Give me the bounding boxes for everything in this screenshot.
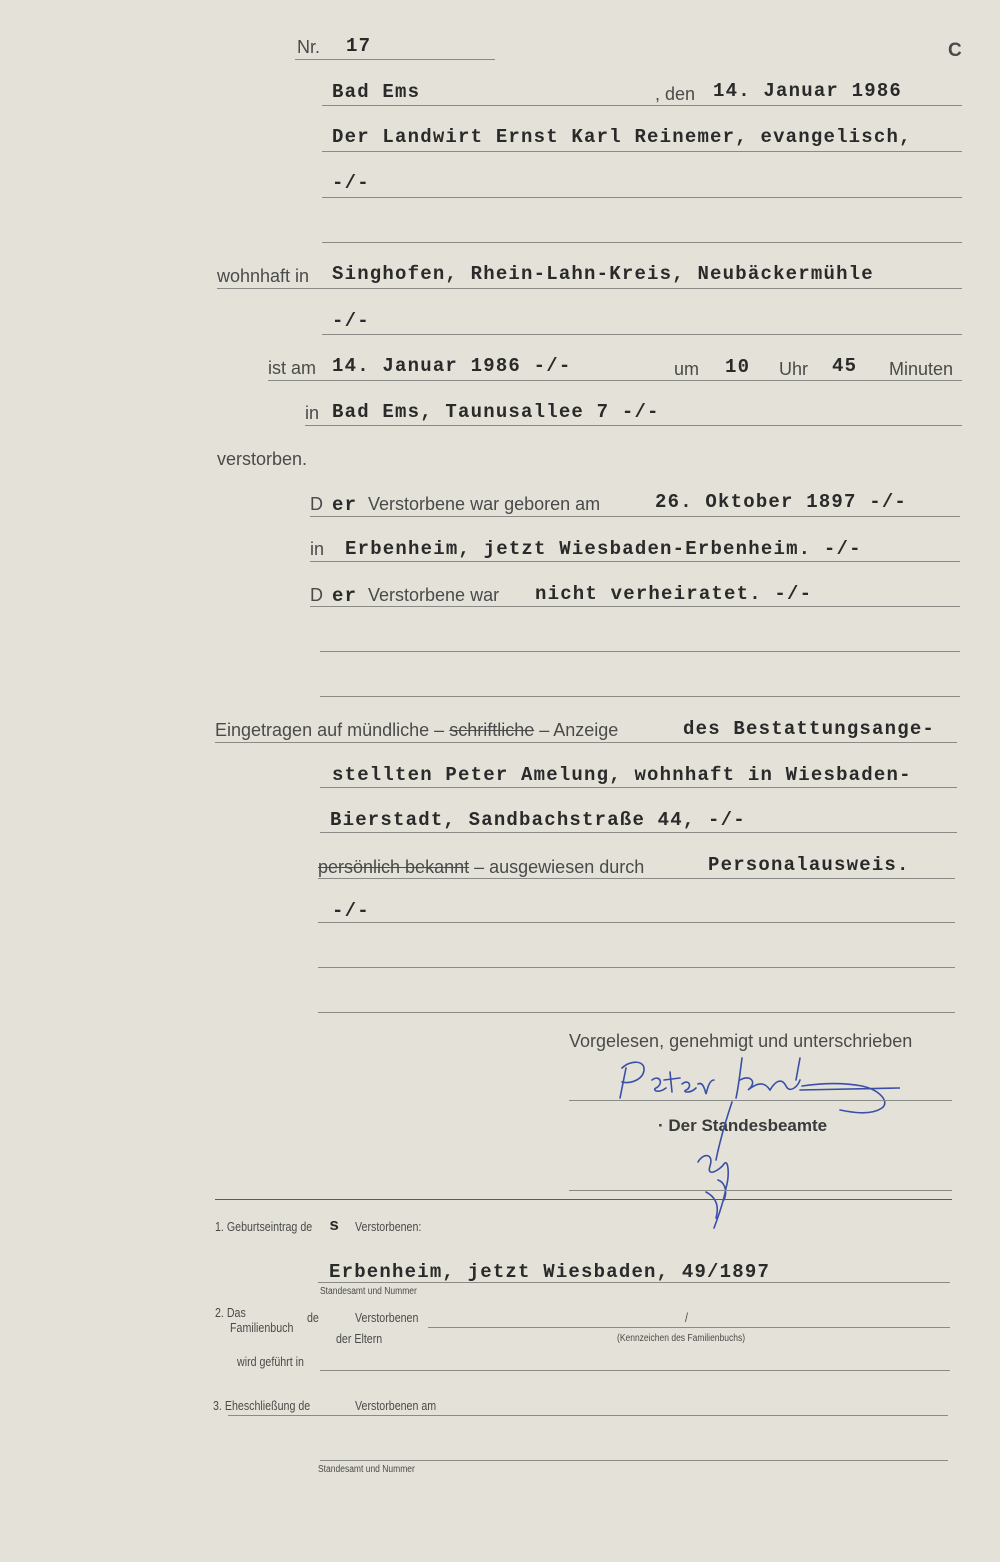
signature-line (569, 1100, 952, 1101)
report-label (215, 720, 618, 741)
id-value: Personalausweis. (708, 854, 910, 876)
report-label-end: – Anzeige (539, 720, 619, 740)
death-minutes: 45 (832, 355, 858, 377)
death-date-label: ist am (268, 358, 317, 378)
death-place: Bad Ems, Taunusallee 7 -/- (332, 401, 660, 423)
identification-label (318, 857, 644, 878)
id-struck: persönlich bekannt (318, 857, 470, 877)
marital-label: Verstorbene war (368, 585, 500, 605)
line-10 (310, 561, 960, 562)
registrar-signature (680, 1100, 750, 1235)
read-approved-label: Vorgelesen, genehmigt und unterschrieben (569, 1031, 913, 1051)
marital-status: nicht verheiratet. -/- (535, 583, 813, 605)
report-text-3: Bierstadt, Sandbachstraße 44, -/- (330, 809, 746, 831)
birth-place-label: in (310, 539, 325, 559)
death-date: 14. Januar 1986 -/- (332, 355, 572, 377)
um-label: um (674, 359, 700, 379)
residence-value: Singhofen, Rhein-Lahn-Kreis, Neubäckermühle (332, 263, 874, 285)
line-15 (320, 787, 957, 788)
line-6 (322, 334, 962, 335)
registration-date: 14. Januar 1986 (713, 80, 903, 102)
line-20 (318, 1012, 955, 1013)
id-cont: -/- (332, 900, 370, 922)
note2-slash: / (685, 1310, 688, 1325)
note1-s: s (329, 1217, 341, 1236)
note1-sub: Standesamt und Nummer (320, 1286, 417, 1297)
date-prefix: , den (655, 84, 696, 104)
birth-date: 26. Oktober 1897 -/- (655, 491, 908, 513)
nr-value: 17 (346, 35, 372, 57)
corner-letter: C (948, 40, 962, 61)
section-divider (215, 1199, 952, 1200)
note2-gefuehrt: wird geführt in (237, 1354, 304, 1369)
report-label-struck: schriftliche (449, 720, 535, 740)
line-19 (318, 967, 955, 968)
line-9 (310, 516, 960, 517)
note3-line-2 (320, 1460, 948, 1461)
residence-cont: -/- (332, 310, 370, 332)
line-4 (322, 242, 962, 243)
note3-line (228, 1415, 948, 1416)
note2-num: 2. Das (215, 1305, 246, 1320)
line-12 (320, 651, 960, 652)
birth-label: Verstorbene war geboren am (368, 494, 601, 514)
note2-verst: Verstorbenen (355, 1310, 419, 1325)
registrar-signature-line (569, 1190, 952, 1191)
note2-line (428, 1327, 950, 1328)
deceased-description: Der Landwirt Ernst Karl Reinemer, evangelisch, (332, 126, 912, 148)
birth-place: Erbenheim, jetzt Wiesbaden-Erbenheim. -/- (345, 538, 862, 560)
line-3 (322, 197, 962, 198)
birth-d-suffix: er (332, 494, 358, 516)
note1-label: 1. Geburtseintrag de (215, 1219, 313, 1234)
death-hour: 10 (725, 356, 751, 378)
line-11 (310, 606, 960, 607)
minuten-label: Minuten (889, 359, 954, 379)
line-13 (320, 696, 960, 697)
line-1 (322, 105, 962, 106)
note3-sub: Standesamt und Nummer (318, 1464, 415, 1475)
place-of-registration: Bad Ems (332, 81, 421, 103)
uhr-label: Uhr (779, 359, 809, 379)
line-17 (318, 878, 955, 879)
note2-sub: (Kennzeichen des Familienbuchs) (617, 1333, 746, 1344)
line-8 (305, 425, 962, 426)
report-label-start: Eingetragen auf mündliche – (215, 720, 445, 740)
note1-value: Erbenheim, jetzt Wiesbaden, 49/1897 (329, 1261, 771, 1283)
id-label: – ausgewiesen durch (474, 857, 645, 877)
report-text-2: stellten Peter Amelung, wohnhaft in Wiesbaden- (332, 764, 912, 786)
marital-d-label: D (310, 585, 323, 605)
line-16 (320, 832, 957, 833)
note3-label2: Verstorbenen am (355, 1398, 437, 1413)
note1-line (318, 1282, 950, 1283)
line-14 (215, 742, 957, 743)
note1-label2: Verstorbenen: (355, 1219, 422, 1234)
death-place-label: in (305, 403, 320, 423)
line-18 (318, 922, 955, 923)
marital-d-suffix: er (332, 585, 358, 607)
verstorben-label: verstorben. (217, 449, 308, 469)
note2-de: de (307, 1310, 319, 1325)
note3-label: 3. Eheschließung de (213, 1398, 311, 1413)
line-7 (268, 380, 962, 381)
residence-label: wohnhaft in (217, 266, 310, 286)
line-2 (322, 151, 962, 152)
nr-label: Nr. (297, 37, 321, 57)
line-5 (217, 288, 962, 289)
nr-underline (295, 59, 495, 60)
note2-label: Familienbuch (230, 1320, 294, 1335)
registrar-label: · Der Standesbeamte (658, 1116, 828, 1135)
birth-d-label: D (310, 494, 323, 514)
report-text-1: des Bestattungsange- (683, 718, 936, 740)
deceased-description-cont: -/- (332, 172, 370, 194)
note2-eltern: der Eltern (336, 1331, 383, 1346)
note2-gefuehrt-line (320, 1370, 950, 1371)
